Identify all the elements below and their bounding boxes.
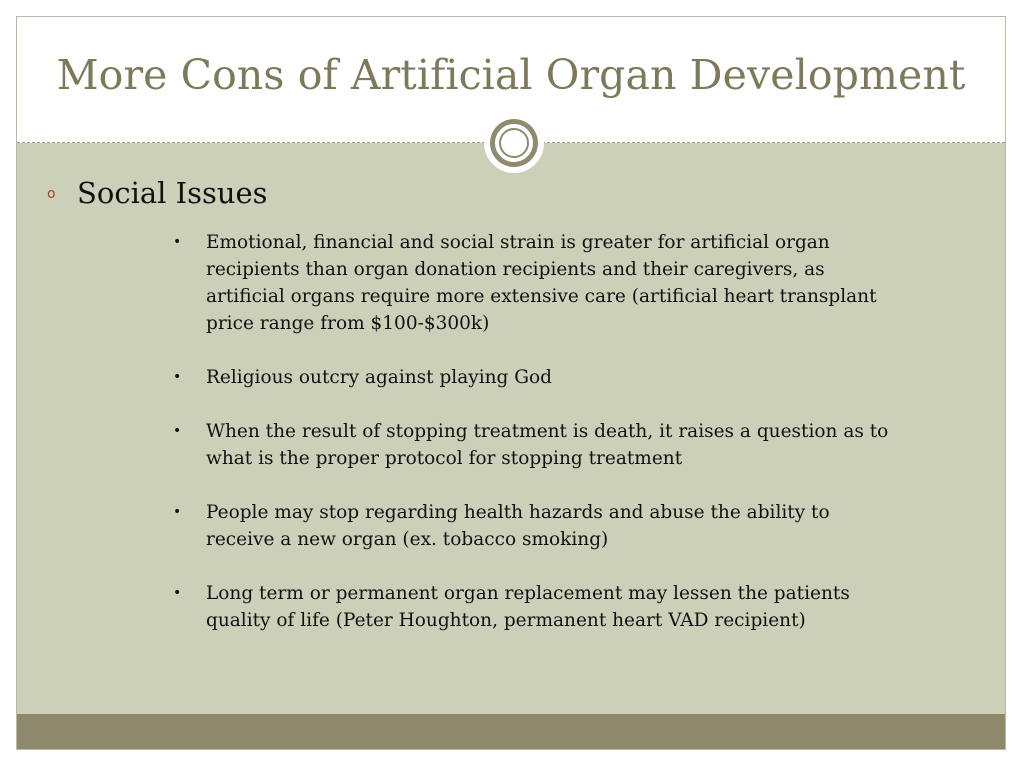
list-item-text: Emotional, financial and social strain is greater for artificial organ recipients than organ donation recipients and their caregivers, as artificial organs require more extensive care (artificial heart transplant price range from $100-$300k)	[206, 232, 877, 334]
slide	[16, 16, 1006, 750]
list-item	[170, 499, 890, 553]
list-item-text: Religious outcry against playing God	[206, 367, 553, 388]
list-item	[170, 580, 890, 634]
list-item	[170, 229, 890, 337]
bullet-icon: •	[173, 369, 182, 385]
bullet-icon: •	[173, 585, 182, 601]
list-item-text: When the result of stopping treatment is death, it raises a question as to what is the proper protocol for stopping treatment	[206, 421, 889, 469]
bullet-icon: •	[173, 423, 182, 439]
footer-bar	[17, 714, 1005, 749]
circle-bullet-icon: o	[47, 185, 56, 202]
bullet-list	[170, 229, 890, 661]
bullet-icon: •	[173, 504, 182, 520]
bullet-icon: •	[173, 234, 182, 250]
list-item-text: People may stop regarding health hazards and abuse the ability to receive a new organ (ex. tobacco smoking)	[206, 502, 830, 550]
heading-item	[47, 176, 268, 210]
list-item	[170, 364, 890, 391]
list-item	[170, 418, 890, 472]
section-heading: Social Issues	[77, 176, 268, 210]
list-item-text: Long term or permanent organ replacement may lessen the patients quality of life (Peter Houghton, permanent heart VAD recipient)	[206, 583, 850, 631]
slide-content	[17, 143, 1005, 715]
slide-title: More Cons of Artificial Organ Development	[56, 51, 966, 99]
